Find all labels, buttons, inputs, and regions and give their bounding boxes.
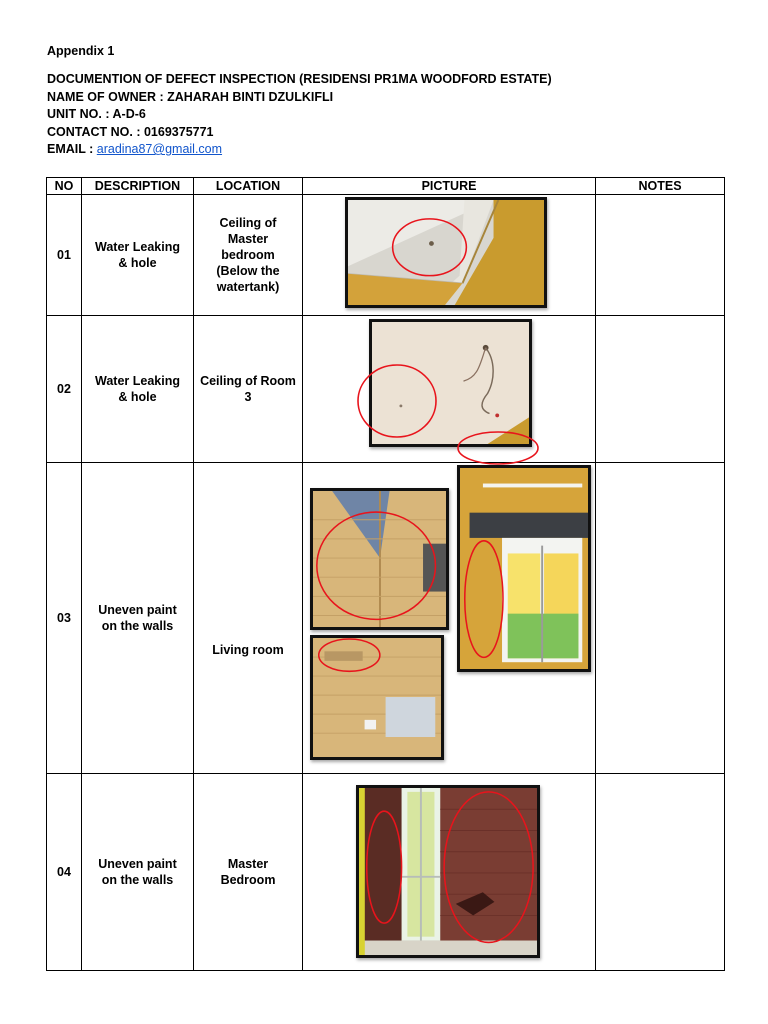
- location-text: Living room: [212, 643, 284, 657]
- table-row: [47, 774, 725, 971]
- cell-picture: [303, 463, 596, 774]
- owner-name: NAME OF OWNER : ZAHARAH BINTI DZULKIFLI: [47, 90, 334, 104]
- table-row: [47, 316, 725, 463]
- cell-no: 02: [47, 316, 82, 463]
- unit-number: UNIT NO. : A-D-6: [47, 107, 146, 121]
- cell-picture: [303, 774, 596, 971]
- cell-notes: [596, 774, 725, 971]
- column-header-notes: NOTES: [596, 178, 725, 195]
- cell-no: 01: [47, 195, 82, 316]
- appendix-label: Appendix 1: [47, 44, 115, 58]
- defect-photo-living-room-corner: [310, 488, 449, 630]
- cell-description: Water Leaking & hole: [82, 316, 194, 463]
- email-label: EMAIL :: [47, 142, 97, 156]
- column-header-description: DESCRIPTION: [82, 178, 194, 195]
- cell-description: Water Leaking & hole: [82, 195, 194, 316]
- cell-picture: [303, 316, 596, 463]
- cell-no: 04: [47, 774, 82, 971]
- table-row: [47, 463, 725, 774]
- cell-picture: [303, 195, 596, 316]
- defect-photo-ceiling-master-bedroom: [345, 197, 547, 308]
- cell-notes: [596, 463, 725, 774]
- cell-location: Ceiling of Master bedroom (Below the watertank): [194, 195, 303, 316]
- table-row: [47, 195, 725, 316]
- column-header-no: NO: [47, 178, 82, 195]
- contact-number: CONTACT NO. : 0169375771: [47, 125, 214, 139]
- column-header-location: LOCATION: [194, 178, 303, 195]
- cell-notes: [596, 316, 725, 463]
- cell-location: Ceiling of Room 3: [194, 316, 303, 463]
- cell-no: 03: [47, 463, 82, 774]
- email-link[interactable]: aradina87@gmail.com: [96, 142, 223, 156]
- cell-description: Uneven paint on the walls: [82, 774, 194, 971]
- cell-location: Master Bedroom: [194, 774, 303, 971]
- column-header-picture: PICTURE: [303, 178, 596, 195]
- defect-photo-living-room-window: [457, 465, 591, 672]
- annotation-circles: [358, 363, 540, 465]
- document-title: DOCUMENTION OF DEFECT INSPECTION (RESIDENSI PR1MA WOODFORD ESTATE): [47, 72, 552, 86]
- cell-location: [194, 463, 303, 774]
- defect-photo-master-bedroom-wall: [356, 785, 540, 958]
- table-header-row: [47, 178, 725, 195]
- cell-notes: [596, 195, 725, 316]
- email-line: [47, 141, 222, 158]
- defect-table: [46, 177, 725, 971]
- cell-description: Uneven paint on the walls: [82, 463, 194, 774]
- defect-photo-living-room-wall: [310, 635, 444, 760]
